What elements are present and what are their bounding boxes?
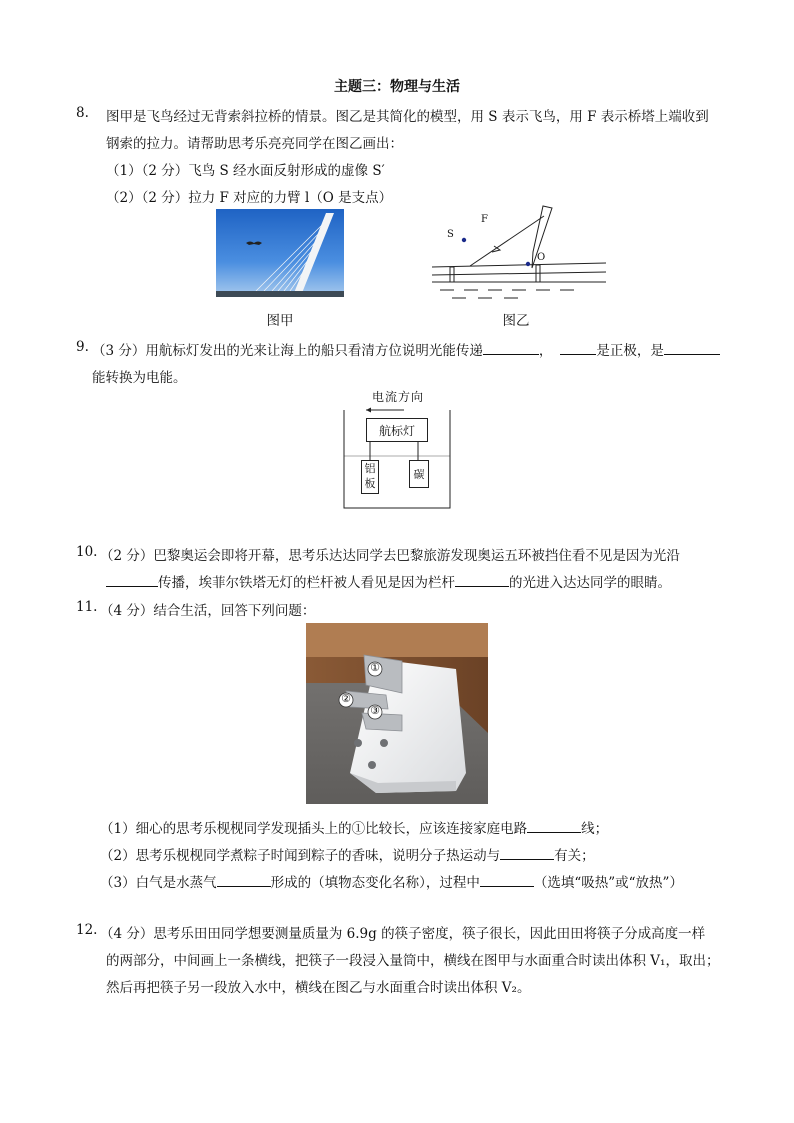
q10-number: 10. — [76, 544, 98, 560]
lamp-label: 航标灯 — [378, 423, 415, 438]
q11-sub-2a: （2）思考乐枧枧同学煮粽子时闻到粽子的香味，说明分子热运动与 — [100, 848, 501, 864]
fig-b-caption: 图乙 — [502, 313, 530, 329]
q9-blank-1[interactable] — [483, 342, 539, 355]
q11-blank-3[interactable] — [217, 874, 271, 887]
q9-number: 9. — [76, 339, 89, 355]
fig-a-caption: 图甲 — [266, 313, 294, 329]
plug-photo — [306, 623, 488, 804]
q11-text: （4 分）结合生活，回答下列问题： — [100, 603, 316, 619]
q9-line-1 — [92, 339, 720, 359]
q8-sub-1: （1）（2 分）飞鸟 S 经水面反射形成的虚像 S′ — [106, 163, 385, 179]
q12-number: 12. — [76, 922, 98, 938]
carbon-electrode — [409, 460, 429, 488]
bridge-photo — [216, 209, 344, 297]
q11-blank-1[interactable] — [527, 820, 581, 833]
section-title: 主题三：物理与生活 — [334, 79, 460, 95]
q10-blank-2[interactable] — [455, 574, 509, 587]
q9-blank-2[interactable] — [560, 342, 596, 355]
q10-line-2 — [106, 571, 671, 591]
q10-text-2a: 传播，埃菲尔铁塔无灯的栏杆被人看见是因为栏杆 — [158, 575, 455, 591]
marker-3: ③ — [370, 704, 380, 717]
q11-sub-3c: （选填“吸热”或“放热”） — [533, 875, 683, 891]
marker-1: ① — [370, 661, 380, 674]
q11-blank-2[interactable] — [500, 847, 554, 860]
label-o: O — [537, 252, 546, 263]
q8-number: 8. — [76, 105, 89, 121]
q9-blank-3[interactable] — [664, 342, 720, 355]
q9-text-1b: ， — [538, 343, 553, 359]
q12-text-1: （4 分）思考乐田田同学想要测量质量为 6.9g 的筷子密度，筷子很长，因此田田将筷子分成高度一样 — [100, 926, 706, 942]
q8-text-2: 钢索的拉力。请帮助思考乐亮亮同学在图乙画出： — [106, 136, 403, 152]
q8-text-1: 图甲是飞鸟经过无背索斜拉桥的情景。图乙是其简化的模型，用 S 表示飞鸟，用 F 表示桥塔上端收到 — [106, 109, 709, 125]
aluminum-plate: 铝板 — [361, 460, 379, 494]
carbon-label: 碳 — [413, 468, 425, 481]
q11-sub-3b: 形成的（填物态变化名称），过程中 — [270, 875, 480, 891]
bridge-model-diagram — [428, 204, 608, 304]
q10-text-1: （2 分）巴黎奥运会即将开幕，思考乐达达同学去巴黎旅游发现奥运五环被挡住看不见是因为光沿 — [100, 548, 680, 564]
q11-number: 11. — [76, 599, 98, 615]
q8-sub-2: （2）（2 分）拉力 F 对应的力臂 l（O 是支点） — [106, 190, 393, 206]
q9-text-1a: （3 分）用航标灯发出的光来让海上的船只看清方位说明光能传递 — [92, 343, 483, 359]
q12-text-2: 的两部分，中间画上一条横线，把筷子一段浸入量筒中，横线在图甲与水面重合时读出体积 V₁，取出； — [106, 953, 720, 969]
label-s: S — [447, 229, 454, 240]
q11-sub-2b: 有关； — [554, 848, 595, 864]
q11-sub-3a: （3）白气是水蒸气 — [100, 875, 217, 891]
q11-sub-1b: 线； — [581, 821, 609, 837]
marker-2: ② — [341, 692, 351, 705]
q11-blank-4[interactable] — [480, 874, 534, 887]
q11-sub-3 — [100, 871, 683, 891]
q10-blank-1[interactable] — [106, 574, 158, 587]
q11-sub-2 — [100, 844, 595, 864]
q10-text-2b: 的光进入达达同学的眼睛。 — [509, 575, 671, 591]
q12-text-3: 然后再把筷子另一段放入水中，横线在图乙与水面重合时读出体积 V₂。 — [106, 980, 531, 996]
q9-text-2: 能转换为电能。 — [92, 370, 187, 386]
current-direction-label: 电流方向 — [372, 390, 425, 404]
q11-sub-1 — [100, 817, 608, 837]
navigation-lamp-box — [366, 418, 428, 442]
q9-text-1c: 是正极，是 — [596, 343, 664, 359]
label-f: F — [481, 214, 488, 225]
q11-sub-1a: （1）细心的思考乐枧枧同学发现插头上的①比较长，应该连接家庭电路 — [100, 821, 528, 837]
